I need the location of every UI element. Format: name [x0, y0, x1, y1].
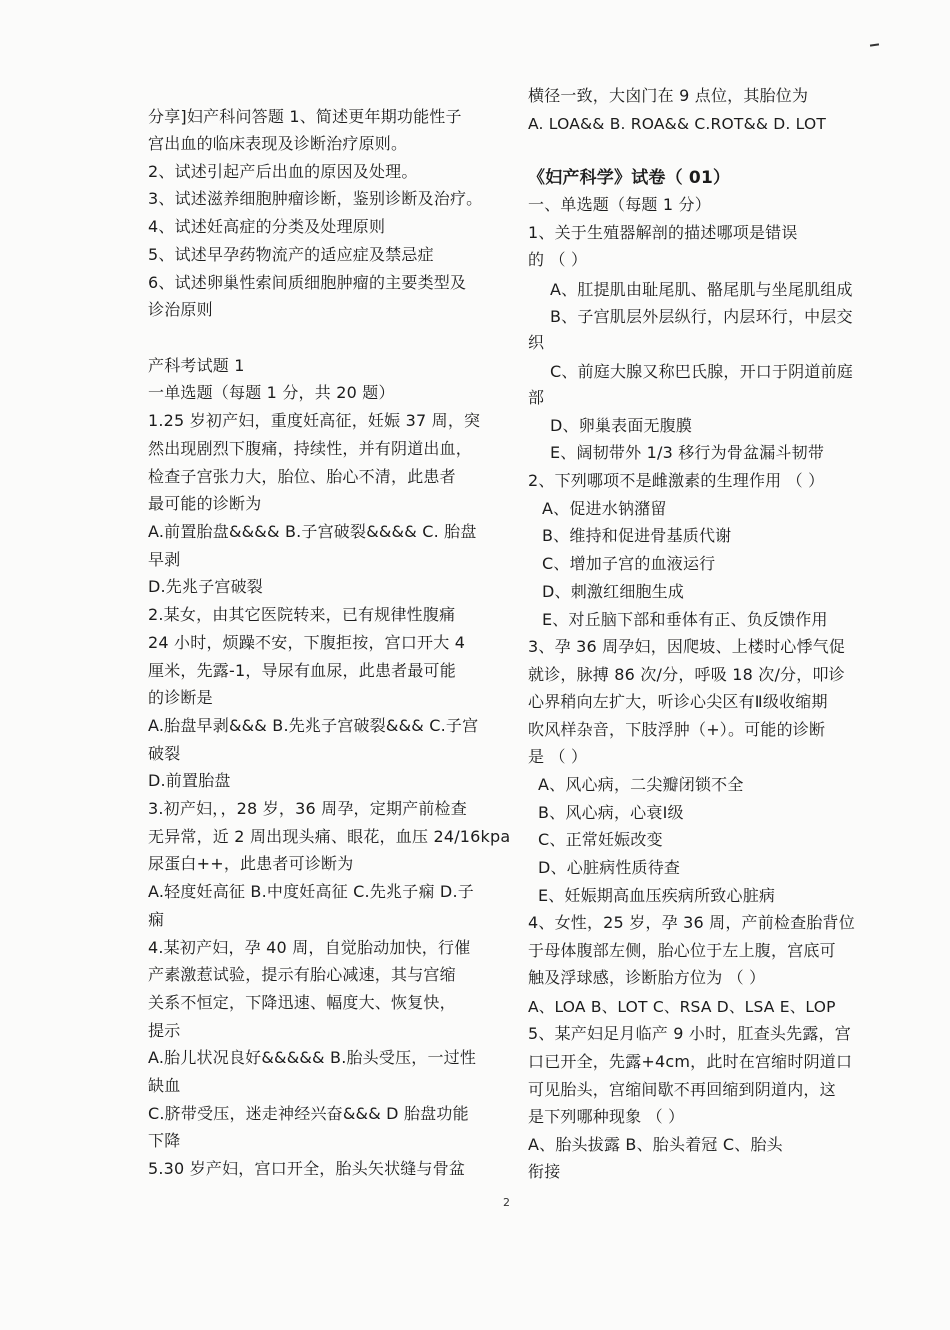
question-line: 然出现剧烈下腹痛，持续性，并有阴道出血，	[148, 439, 473, 458]
option-line: D.先兆子宫破裂	[148, 577, 264, 596]
text-line: 2、试述引起产后出血的原因及处理。	[148, 162, 418, 181]
option-line: C、正常妊娠改变	[538, 830, 663, 849]
text-line: 分享]妇产科问答题 1、简述更年期功能性子	[148, 107, 462, 126]
option-line: A.胎盘早剥&&& B.先兆子宫破裂&&& C.子宫	[148, 716, 479, 735]
section-subheading: 一单选题（每题 1 分，共 20 题）	[148, 383, 395, 402]
question-line: 于母体腹部左侧，胎心位于左上腹，宫底可	[528, 941, 836, 960]
text-line: 3、试述滋养细胞肿瘤诊断，鉴别诊断及治疗。	[148, 189, 483, 208]
option-line: A、风心病，二尖瓣闭锁不全	[538, 775, 744, 794]
question-line: 触及浮球感，诊断胎方位为 （ ）	[528, 968, 766, 987]
option-line: 衔接	[528, 1162, 561, 1181]
option-line: 破裂	[148, 744, 181, 763]
section-heading: 产科考试题 1	[148, 356, 245, 375]
question-line: 的 （ ）	[528, 250, 588, 269]
question-line: 吹风样杂音，下肢浮肿（+）。可能的诊断	[528, 720, 826, 739]
option-line: A、LOA B、LOT C、RSA D、LSA E、LOP	[528, 998, 836, 1016]
question-line: 2.某女，由其它医院转来，已有规律性腹痛	[148, 605, 456, 624]
text-line: 5、试述早孕药物流产的适应症及禁忌症	[148, 245, 434, 264]
question-line: 无异常，近 2 周出现头痛、眼花，血压 24/16kpa	[148, 827, 511, 846]
option-line: B、风心病，心衰Ⅰ级	[538, 803, 684, 822]
question-line: 厘米，先露-1，导尿有血尿，此患者最可能	[148, 661, 456, 680]
question-line: 横径一致，大囟门在 9 点位，其胎位为	[528, 86, 809, 105]
question-line: 口已开全，先露+4cm，此时在宫缩时阴道口	[528, 1052, 853, 1071]
option-line: A. LOA&& B. ROA&& C.ROT&& D. LOT	[528, 115, 827, 133]
option-line: D、刺激红细胞生成	[542, 582, 685, 601]
option-line: D、心脏病性质待查	[538, 858, 681, 877]
scan-mark	[870, 43, 879, 46]
option-line: 部	[528, 388, 545, 407]
question-line: 尿蛋白++，此患者可诊断为	[148, 854, 354, 873]
option-line: A.轻度妊高征 B.中度妊高征 C.先兆子痫 D.子	[148, 882, 474, 901]
option-line: 织	[528, 333, 545, 352]
option-line: B、维持和促进骨基质代谢	[542, 526, 732, 545]
option-line: 痫	[148, 910, 165, 929]
text-line: 诊治原则	[148, 300, 213, 319]
question-line: 最可能的诊断为	[148, 494, 262, 513]
option-line: A、促进水钠潴留	[542, 499, 667, 518]
question-line: 5.30 岁产妇，宫口开全，胎头矢状缝与骨盆	[148, 1159, 466, 1178]
text-line: 宫出血的临床表现及诊断治疗原则。	[148, 134, 408, 153]
option-line: 早剥	[148, 550, 181, 569]
question-line: 1.25 岁初产妇，重度妊高征，妊娠 37 周，突	[148, 411, 481, 430]
option-line: D、卵巢表面无腹膜	[550, 416, 693, 435]
question-line: 可见胎头，宫缩间歇不再回缩到阴道内，这	[528, 1080, 836, 1099]
option-line: E、对丘脑下部和垂体有正、负反馈作用	[542, 610, 828, 629]
text-line: 4、试述妊高症的分类及处理原则	[148, 217, 386, 236]
question-line: 是下列哪种现象 （ ）	[528, 1107, 685, 1126]
question-line: 3、孕 36 周孕妇，因爬坡、上楼时心悸气促	[528, 637, 846, 656]
question-line: 是 （ ）	[528, 747, 588, 766]
option-line: D.前置胎盘	[148, 771, 231, 790]
question-line: 就诊，脉搏 86 次/分，呼吸 18 次/分，叩诊	[528, 665, 845, 684]
option-line: C、前庭大腺又称巴氏腺，开口于阴道前庭	[550, 362, 853, 381]
option-line: A.前置胎盘&&&& B.子宫破裂&&&& C. 胎盘	[148, 522, 477, 541]
question-line: 4、女性，25 岁，孕 36 周，产前检查胎背位	[528, 913, 855, 932]
question-line: 提示	[148, 1021, 181, 1040]
option-line: A、肛提肌由耻尾肌、骼尾肌与坐尾肌组成	[550, 280, 853, 299]
section-heading: 一、单选题（每题 1 分）	[528, 195, 711, 214]
option-line: A、胎头拔露 B、胎头着冠 C、胎头	[528, 1135, 783, 1154]
question-line: 3.初产妇，，28 岁，36 周孕，定期产前检查	[148, 799, 467, 818]
option-line: 下降	[148, 1131, 181, 1150]
question-line: 产素激惹试验，提示有胎心减速，其与宫缩	[148, 965, 456, 984]
question-line: 5、某产妇足月临产 9 小时，肛查头先露，宫	[528, 1024, 851, 1043]
exam-title: 《妇产科学》试卷（ 01）	[528, 168, 731, 188]
option-line: 缺血	[148, 1076, 181, 1095]
option-line: A.胎儿状况良好&&&&& B.胎头受压，一过性	[148, 1048, 477, 1067]
option-line: B、子宫肌层外层纵行，内层环行，中层交	[550, 307, 853, 326]
question-line: 1、关于生殖器解剖的描述哪项是错误	[528, 223, 798, 242]
question-line: 2、下列哪项不是雌激素的生理作用 （ ）	[528, 471, 825, 490]
option-line: E、阔韧带外 1/3 移行为骨盆漏斗韧带	[550, 443, 825, 462]
option-line: C、增加子宫的血液运行	[542, 554, 716, 573]
question-line: 关系不恒定，下降迅速、幅度大、恢复快，	[148, 993, 456, 1012]
option-line: C.脐带受压，迷走神经兴奋&&& D 胎盘功能	[148, 1104, 469, 1123]
question-line: 24 小时，烦躁不安，下腹拒按，宫口开大 4	[148, 633, 466, 652]
question-line: 的诊断是	[148, 688, 213, 707]
option-line: E、妊娠期高血压疾病所致心脏病	[538, 886, 776, 905]
question-line: 4.某初产妇，孕 40 周，自觉胎动加快，行催	[148, 938, 471, 957]
text-line: 6、试述卵巢性索间质细胞肿瘤的主要类型及	[148, 273, 467, 292]
question-line: 心界稍向左扩大，听诊心尖区有Ⅱ级收缩期	[528, 692, 828, 711]
page-number: 2	[503, 1196, 510, 1209]
question-line: 检查子宫张力大，胎位、胎心不清，此患者	[148, 467, 456, 486]
